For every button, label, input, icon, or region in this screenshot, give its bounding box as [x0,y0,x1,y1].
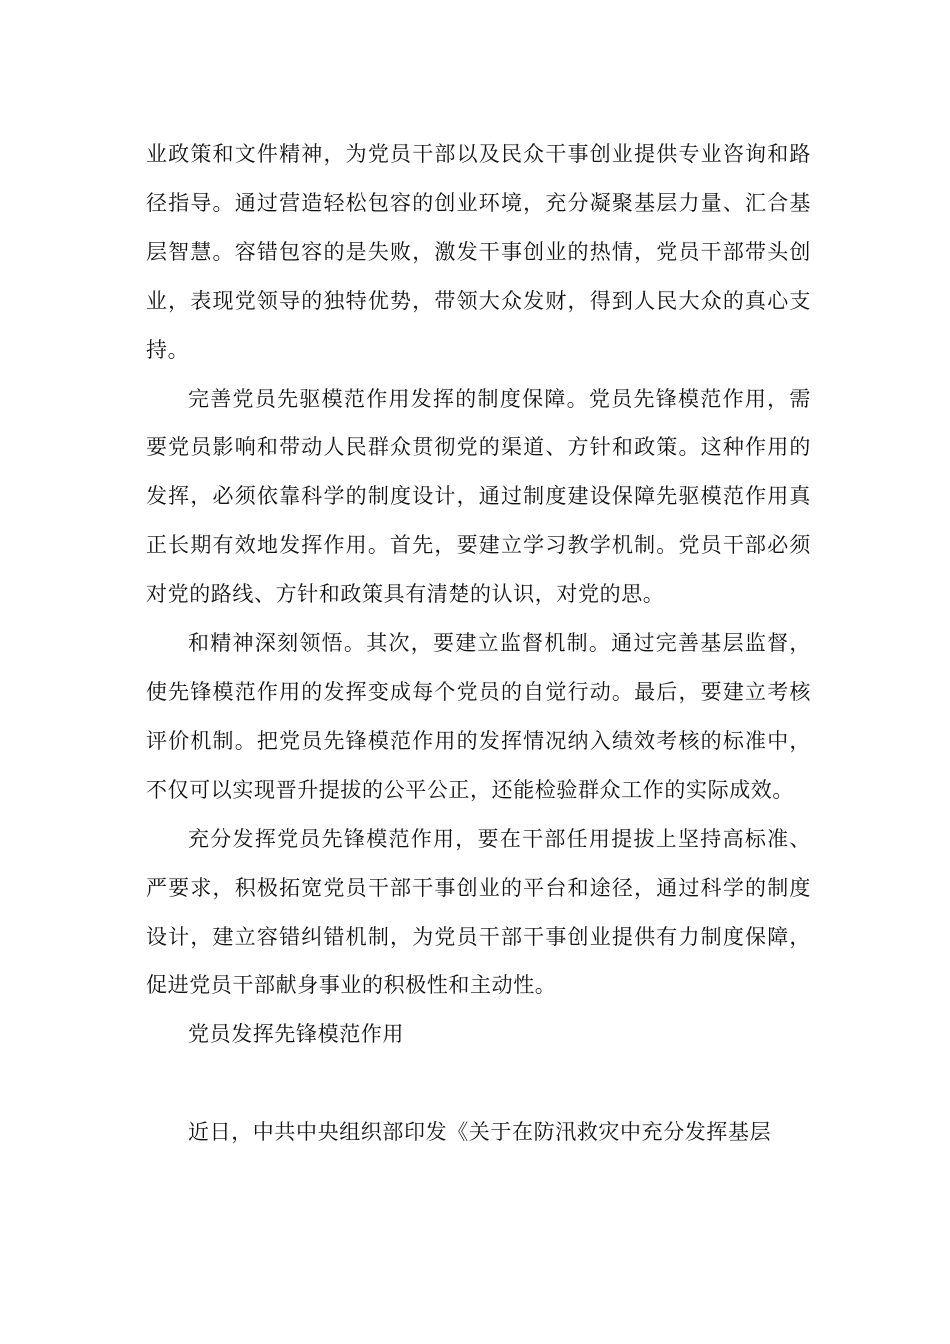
section-title: 党员发挥先锋模范作用 [188,1022,404,1047]
paragraph-5: 近日，中共中央组织部印发《关于在防汛救灾中充分发挥基层 [188,1120,772,1145]
paragraph-1: 业政策和文件精神，为党员干部以及民众干事创业提供专业咨询和路径指导。通过营造轻松包容的创业环境，充分凝聚基层力量、汇合基层智慧。容错包容的是失败，激发干事创业的热情，党员干部带头创业，表现党领导的独特优势，带领大众发财，得到人民大众的真心支持。 [146,142,811,362]
paragraph-4: 充分发挥党员先锋模范作用，要在干部任用提拔上坚持高标准、严要求，积极拓宽党员干部干事创业的平台和途径，通过科学的制度设计，建立容错纠错机制，为党员干部干事创业提供有力制度保障，促进党员干部献身事业的积极性和主动性。 [146,826,811,998]
blank-line [146,1059,811,1108]
paragraph-3: 和精神深刻领悟。其次，要建立监督机制。通过完善基层监督，使先锋模范作用的发挥变成每个党员的自觉行动。最后，要建立考核评价机制。把党员先锋模范作用的发挥情况纳入绩效考核的标准中，不仅可以实现晋升提拔的公平公正，还能检验群众工作的实际成效。 [146,631,811,802]
document-body [146,130,811,1157]
paragraph-2: 完善党员先驱模范作用发挥的制度保障。党员先锋模范作用，需要党员影响和带动人民群众贯彻党的渠道、方针和政策。这种作用的发挥，必须依靠科学的制度设计，通过制度建设保障先驱模范作用真正长期有效地发挥作用。首先，要建立学习教学机制。党员干部必须对党的路线、方针和政策具有清楚的认识，对党的思。 [146,386,811,607]
